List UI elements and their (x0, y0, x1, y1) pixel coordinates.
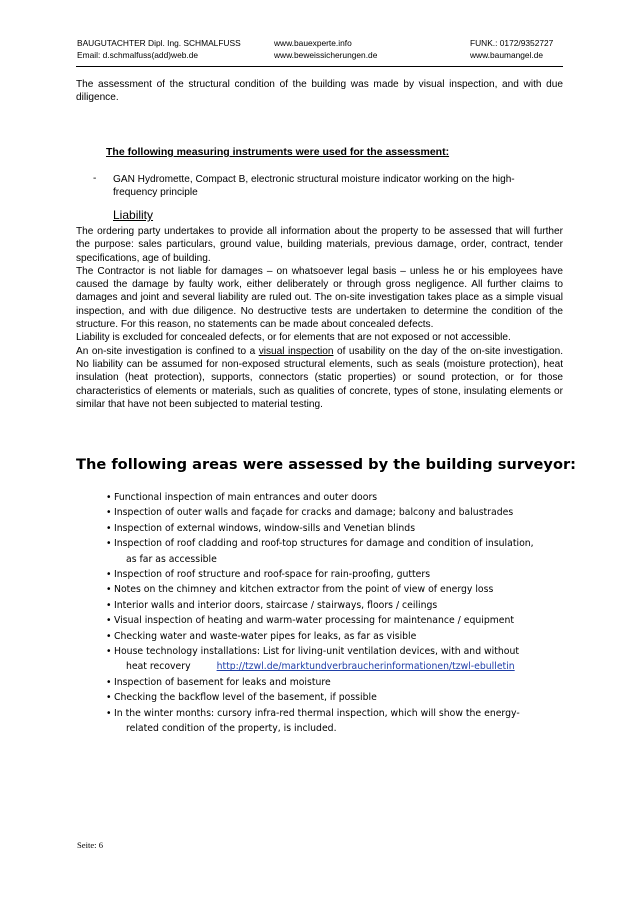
area-item (106, 536, 566, 567)
bullet-icon: • (106, 630, 112, 642)
header-left (77, 37, 241, 61)
bullet-icon: • (106, 646, 112, 658)
area-item (106, 490, 566, 505)
tzwl-bulletin-link[interactable]: http://tzwl.de/marktundverbraucherinformationen/tzwl-ebulletin (216, 661, 515, 673)
area-item (106, 613, 566, 628)
area-item-text: Checking the backflow level of the basement, if possible (114, 692, 377, 704)
area-item-text: Checking water and waste-water pipes for leaks, as far as visible (114, 630, 417, 642)
area-item (106, 598, 566, 613)
area-item (106, 521, 566, 536)
header-website-3: www.baumangel.de (470, 50, 544, 60)
area-item (106, 690, 566, 705)
header-phone: FUNK.: 0172/9352727 (470, 38, 554, 48)
bullet-icon: • (106, 599, 112, 611)
area-item-text: Inspection of basement for leaks and moisture (114, 676, 331, 688)
area-item (106, 706, 566, 737)
area-item-continuation-text: as far as accessible (126, 553, 217, 565)
bullet-icon: • (106, 538, 112, 550)
bullet-icon: • (106, 569, 112, 581)
instrument-dash: - (93, 173, 97, 184)
bullet-icon: • (106, 584, 112, 596)
areas-heading: The following areas were assessed by the building surveyor: (76, 456, 577, 473)
header-divider (76, 66, 563, 67)
header-email: Email: d.schmalfuss(add)web.de (77, 50, 199, 60)
area-item-continuation (114, 552, 566, 567)
intro-paragraph: The assessment of the structural condition of the building was made by visual inspection, and with due diligence. (76, 79, 563, 104)
liability-paragraph-1: The ordering party undertakes to provide all information about the property to be assessed that will further the purpose: sales particulars, ground value, building materials, previous damage, order, contract, tender specifications, age of building. (76, 226, 563, 264)
liability-paragraph-2: The Contractor is not liable for damages – on whatsoever legal basis – unless he or his employees have caused the damage by faulty work, either deliberately or through gross negligence. All further claims to damages and joint and several liability are ruled out. The on-site investigation takes place as a simple visual inspection, and with due diligence. No destructive tests are undertaken to determine the condition of the structure. For this reason, no statements can be made about concealed defects. (76, 265, 563, 331)
bullet-icon: • (106, 692, 112, 704)
area-item-continuation (114, 659, 566, 674)
liability-p4-end: of usability on the day of the on-site investigation. No liability can be assumed for non-exposed structural elements, such as seals (moisture protection), heat insulation (heat protection), supports, connectors (static properties) or sound protection, or for those characteristics of elements or materials, such as qualities of concrete, types of stone, insulating elements or similar that have not been subjected to material testing. (76, 345, 564, 410)
area-item-text: Inspection of roof cladding and roof-top structures for damage and condition of insulation, (114, 538, 534, 550)
liability-section (76, 225, 563, 411)
area-item-text: Functional inspection of main entrances and outer doors (114, 492, 378, 503)
areas-list (106, 490, 566, 737)
area-item-text: Notes on the chimney and kitchen extractor from the point of view of energy loss (114, 584, 494, 596)
header-middle (274, 37, 377, 61)
area-item-text: House technology installations: List for living-unit ventilation devices, with and without (114, 646, 519, 658)
liability-p4-start: An on-site investigation is confined to a (76, 345, 259, 357)
area-item-text: Inspection of outer walls and façade for cracks and damage; balcony and balustrades (114, 507, 514, 519)
area-item (106, 505, 566, 520)
area-item (106, 644, 566, 675)
area-item (106, 567, 566, 582)
area-item-text: In the winter months: cursory infra-red thermal inspection, which will show the energy- (114, 707, 520, 719)
liability-paragraph-4 (76, 345, 563, 411)
bullet-icon: • (106, 676, 112, 688)
area-item-text: Inspection of external windows, window-sills and Venetian blinds (114, 522, 416, 534)
instruments-heading: The following measuring instruments were used for the assessment: (106, 146, 450, 158)
area-item-text: Visual inspection of heating and warm-water processing for maintenance / equipment (114, 615, 515, 627)
liability-heading: Liability (113, 208, 154, 222)
area-item-continuation-text: related condition of the property, is included. (126, 723, 337, 735)
header-website-2: www.beweissicherungen.de (274, 50, 378, 60)
area-item-continuation-text: heat recovery (126, 661, 191, 673)
area-item-text: Interior walls and interior doors, staircase / stairways, floors / ceilings (114, 599, 438, 611)
instrument-item: GAN Hydromette, Compact B, electronic structural moisture indicator working on the high-frequency principle (113, 174, 515, 199)
bullet-icon: • (106, 507, 112, 519)
area-item (106, 629, 566, 644)
header-right (470, 37, 553, 61)
area-item (106, 675, 566, 690)
bullet-icon: • (106, 707, 112, 719)
area-item-text: Inspection of roof structure and roof-space for rain-proofing, gutters (114, 569, 431, 581)
area-item-continuation (114, 721, 566, 736)
header-company: BAUGUTACHTER Dipl. Ing. SCHMALFUSS (77, 38, 241, 48)
area-item (106, 582, 566, 597)
liability-paragraph-3: Liability is excluded for concealed defects, or for elements that are not exposed or not accessible. (76, 332, 511, 344)
bullet-icon: • (106, 615, 112, 627)
header-website-1: www.bauexperte.info (274, 38, 352, 48)
bullet-icon: • (106, 492, 112, 503)
bullet-icon: • (106, 522, 112, 534)
visual-inspection-term: visual inspection (258, 345, 334, 357)
page-number: Seite: 6 (77, 840, 104, 850)
